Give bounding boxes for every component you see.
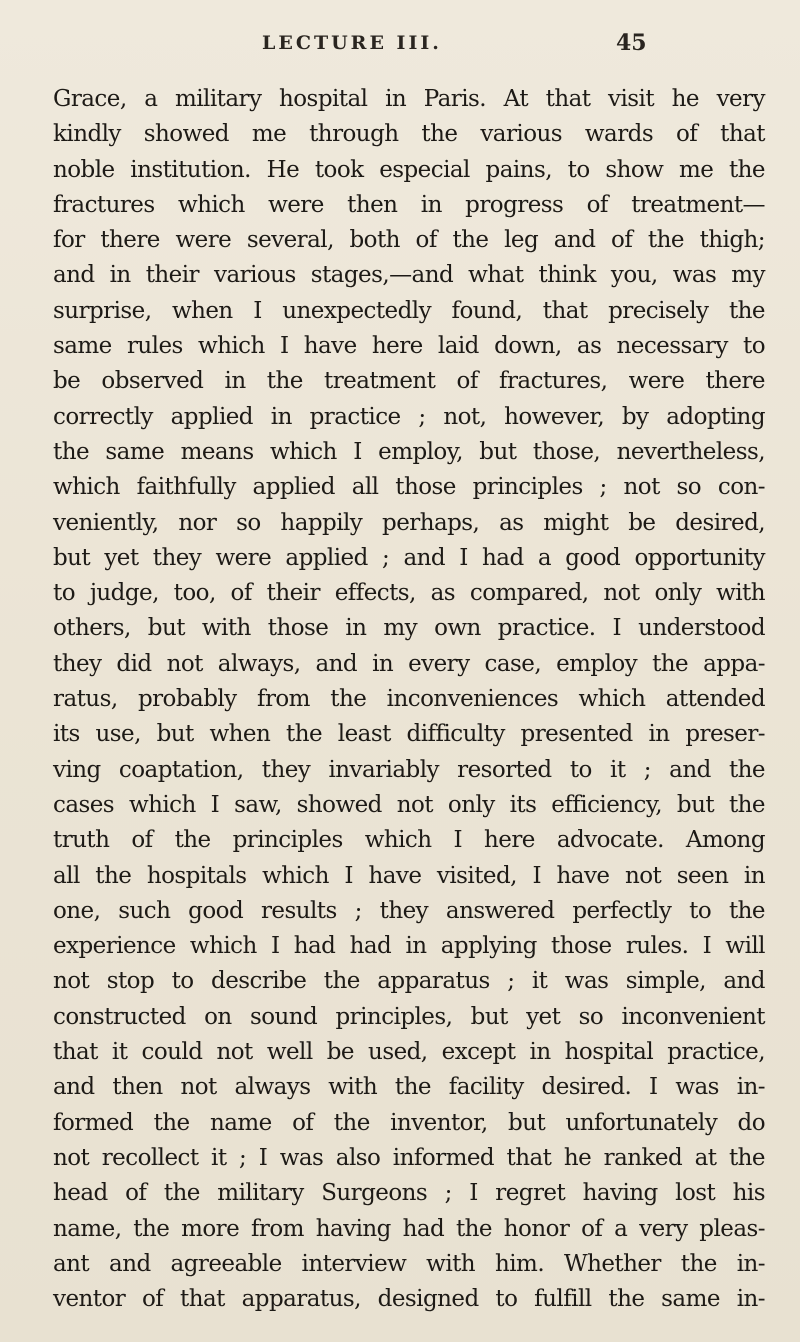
text-line: all the hospitals which I have visited, I have not seen in [53,862,765,889]
text-line: name, the more from having had the honor of a very pleas- [53,1215,765,1242]
text-line: same rules which I have here laid down, as necessary to [53,333,765,360]
text-line: not recollect it ; I was also informed that he ranked at the [53,1144,765,1171]
text-line: truth of the principles which I here advocate. Among [53,827,765,854]
page-header [0,30,800,60]
text-line: head of the military Surgeons ; I regret having lost his [53,1180,765,1207]
text-line: its use, but when the least difficulty presented in preser- [53,721,765,748]
text-line: be observed in the treatment of fractures, were there [53,368,765,395]
text-line: the same means which I employ, but those, nevertheless, [53,438,765,465]
text-line: fractures which were then in progress of treatment— [53,191,765,218]
text-line: noble institution. He took especial pains, to show me the [53,156,765,183]
body-text [53,82,765,1317]
text-line: kindly showed me through the various wards of that [53,121,765,148]
page-number: 45 [616,30,647,56]
text-line: but yet they were applied ; and I had a good opportunity [53,544,765,571]
text-line: Grace, a military hospital in Paris. At that visit he very [53,86,765,112]
text-line: that it could not well be used, except in hospital practice, [53,1039,765,1066]
text-line: not stop to describe the apparatus ; it was simple, and [53,968,765,995]
text-line: correctly applied in practice ; not, however, by adopting [53,403,765,430]
text-line: they did not always, and in every case, employ the appa- [53,650,765,677]
text-line: ant and agreeable interview with him. Whether the in- [53,1250,765,1277]
text-line: and then not always with the facility desired. I was in- [53,1074,765,1101]
running-head: LECTURE III. [262,32,442,54]
text-line: for there were several, both of the leg and of the thigh; [53,227,765,254]
text-line: and in their various stages,—and what think you, was my [53,262,765,289]
text-line: constructed on sound principles, but yet so inconvenient [53,1003,765,1030]
text-line: to judge, too, of their effects, as compared, not only with [53,580,765,607]
text-line: ventor of that apparatus, designed to fulfill the same in- [53,1286,765,1313]
text-line: veniently, nor so happily perhaps, as might be desired, [53,509,765,536]
text-line: which faithfully applied all those principles ; not so con- [53,474,765,501]
text-line: one, such good results ; they answered perfectly to the [53,897,765,924]
text-line: ving coaptation, they invariably resorted to it ; and the [53,756,765,783]
text-line: ratus, probably from the inconveniences which attended [53,686,765,713]
text-line: surprise, when I unexpectedly found, that precisely the [53,297,765,324]
text-line: others, but with those in my own practice. I understood [53,615,765,642]
text-line: experience which I had had in applying those rules. I will [53,933,765,960]
text-line: formed the name of the inventor, but unfortunately do [53,1109,765,1136]
text-line: cases which I saw, showed not only its efficiency, but the [53,791,765,818]
